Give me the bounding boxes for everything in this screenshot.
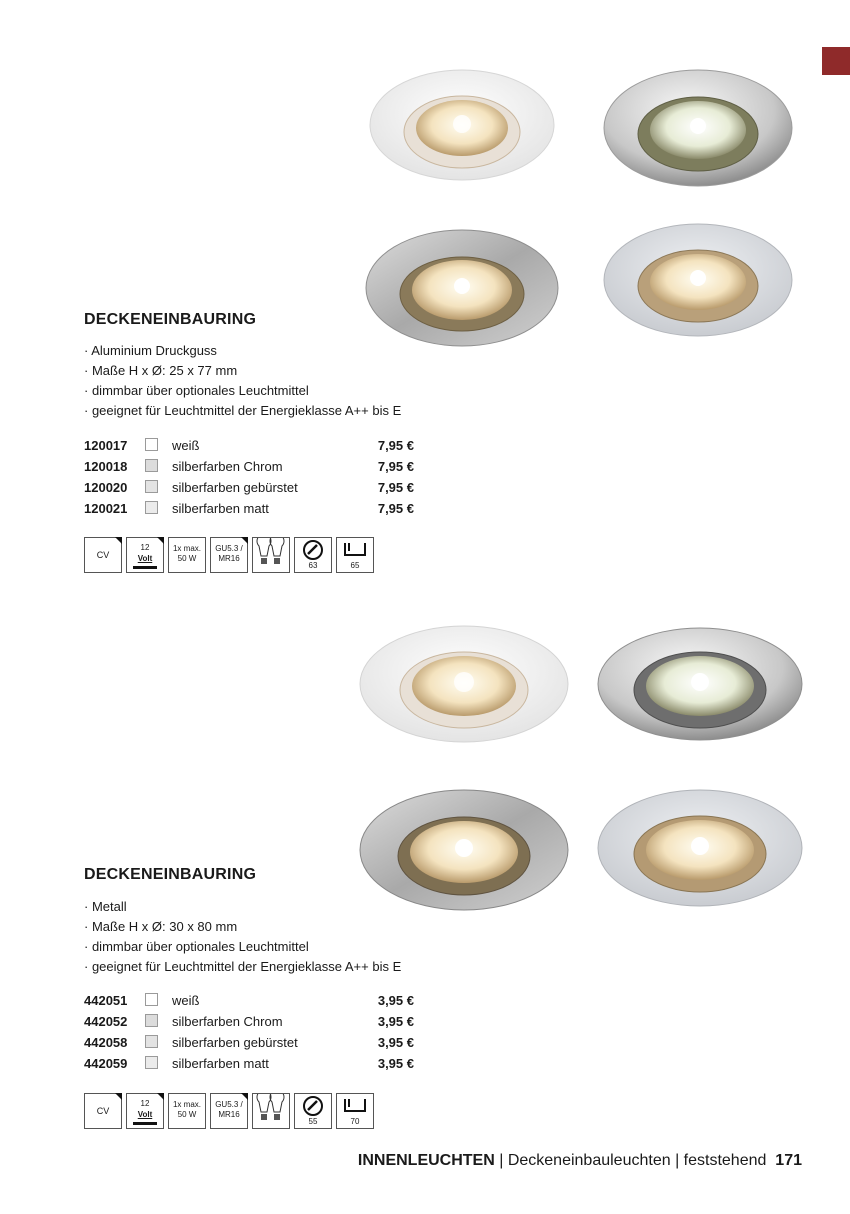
- voltage-icon: [126, 1093, 164, 1129]
- lamp-white: [360, 626, 568, 742]
- socket-line2: MR16: [218, 554, 240, 563]
- cutout-size-label: 70: [350, 1117, 360, 1126]
- article-number: 442051: [84, 993, 128, 1008]
- feature-item: · Metall: [84, 897, 401, 917]
- max-wattage-line1: 1x max.: [172, 1100, 201, 1109]
- variant-row: [84, 1011, 414, 1032]
- color-swatch: [145, 438, 158, 451]
- voltage-unit: Volt: [137, 554, 153, 563]
- ip-rating-icon: [294, 537, 332, 573]
- feature-item: · Maße H x Ø: 25 x 77 mm: [84, 361, 401, 381]
- product-title: DECKENEINBAURING: [84, 311, 257, 328]
- variant-table: [84, 990, 414, 1074]
- max-wattage-line2: 50 W: [177, 1110, 197, 1119]
- variant-row: [84, 498, 414, 519]
- cv-icon: [84, 537, 122, 573]
- article-number: 120021: [84, 501, 128, 516]
- variant-name: silberfarben Chrom: [172, 1014, 283, 1029]
- color-swatch: [145, 459, 158, 472]
- color-swatch: [145, 993, 158, 1006]
- variant-row: [84, 1053, 414, 1074]
- feature-item: · dimmbar über optionales Leuchtmittel: [84, 937, 401, 957]
- color-swatch: [145, 1014, 158, 1027]
- variant-name: silberfarben gebürstet: [172, 480, 298, 495]
- color-swatch: [145, 501, 158, 514]
- article-number: 120020: [84, 480, 128, 495]
- feature-item: · geeignet für Leuchtmittel der Energieklasse A++ bis E: [84, 957, 401, 977]
- page-number: 171: [775, 1152, 802, 1169]
- variant-row: [84, 1032, 414, 1053]
- max-wattage-line2: 50 W: [177, 554, 197, 563]
- article-number: 120017: [84, 438, 128, 453]
- footer-category: INNENLEUCHTEN: [357, 1152, 495, 1169]
- socket-icon: [210, 1093, 248, 1129]
- variant-price: 3,95 €: [377, 1014, 414, 1029]
- variant-price: 7,95 €: [377, 501, 414, 516]
- cutout-size-label: 65: [350, 561, 360, 570]
- voltage-icon: [126, 537, 164, 573]
- bulb-options-icon: [252, 537, 290, 573]
- variant-price: 7,95 €: [377, 438, 414, 453]
- page-footer: [0, 1152, 802, 1170]
- cutout-size-icon: [336, 537, 374, 573]
- variant-name: weiß: [172, 993, 200, 1008]
- feature-item: · geeignet für Leuchtmittel der Energieklasse A++ bis E: [84, 401, 401, 421]
- footer-separator: |: [494, 1152, 508, 1169]
- footer-separator: |: [670, 1152, 684, 1169]
- article-number: 442052: [84, 1014, 128, 1029]
- ip-rating-icon: [294, 1093, 332, 1129]
- feature-item: · Maße H x Ø: 30 x 80 mm: [84, 917, 401, 937]
- footer-subcategory: Deckeneinbauleuchten: [507, 1152, 671, 1169]
- variant-name: silberfarben Chrom: [172, 459, 283, 474]
- variant-table: [84, 435, 414, 519]
- product-title: DECKENEINBAURING: [84, 866, 257, 883]
- cutout-size-icon: [336, 1093, 374, 1129]
- variant-row: [84, 990, 414, 1011]
- max-wattage-icon: [168, 537, 206, 573]
- max-wattage-icon: [168, 1093, 206, 1129]
- cv-label: CV: [96, 1106, 110, 1116]
- feature-item: · dimmbar über optionales Leuchtmittel: [84, 381, 401, 401]
- lamp-white: [370, 70, 554, 180]
- voltage-number: 12: [140, 1099, 150, 1108]
- ip-rating-label: 63: [308, 561, 318, 570]
- socket-line2: MR16: [218, 1110, 240, 1119]
- lamp-chrome: [598, 628, 802, 740]
- footer-subcategory-2: feststehend: [683, 1152, 767, 1169]
- cv-icon: [84, 1093, 122, 1129]
- lamp-matt: [598, 790, 802, 906]
- variant-name: silberfarben gebürstet: [172, 1035, 298, 1050]
- socket-line1: GU5.3 /: [215, 1100, 243, 1109]
- variant-name: silberfarben matt: [172, 501, 269, 516]
- product-photos-2: [358, 620, 808, 915]
- product-photos-1: [360, 60, 800, 350]
- variant-name: silberfarben matt: [172, 1056, 269, 1071]
- cv-label: CV: [96, 550, 110, 560]
- max-wattage-line1: 1x max.: [172, 544, 201, 553]
- variant-row: [84, 435, 414, 456]
- feature-item: · Aluminium Druckguss: [84, 341, 401, 361]
- article-number: 442058: [84, 1035, 128, 1050]
- feature-list: [84, 897, 401, 977]
- voltage-unit: Volt: [137, 1110, 153, 1119]
- variant-price: 7,95 €: [377, 480, 414, 495]
- article-number: 120018: [84, 459, 128, 474]
- ip-rating-label: 55: [308, 1117, 318, 1126]
- lamp-brushed: [366, 230, 558, 346]
- socket-line1: GU5.3 /: [215, 544, 243, 553]
- variant-price: 3,95 €: [377, 1035, 414, 1050]
- variant-row: [84, 456, 414, 477]
- feature-list: [84, 341, 401, 421]
- lamp-brushed: [360, 790, 568, 910]
- socket-icon: [210, 537, 248, 573]
- variant-price: 3,95 €: [377, 993, 414, 1008]
- color-swatch: [145, 1035, 158, 1048]
- color-swatch: [145, 1056, 158, 1069]
- article-number: 442059: [84, 1056, 128, 1071]
- variant-row: [84, 477, 414, 498]
- variant-price: 7,95 €: [377, 459, 414, 474]
- lamp-matt: [604, 224, 792, 336]
- voltage-number: 12: [140, 543, 150, 552]
- color-swatch: [145, 480, 158, 493]
- lamp-chrome: [604, 70, 792, 186]
- chapter-tab-marker: [822, 47, 850, 75]
- variant-price: 3,95 €: [377, 1056, 414, 1071]
- bulb-options-icon: [252, 1093, 290, 1129]
- variant-name: weiß: [172, 438, 200, 453]
